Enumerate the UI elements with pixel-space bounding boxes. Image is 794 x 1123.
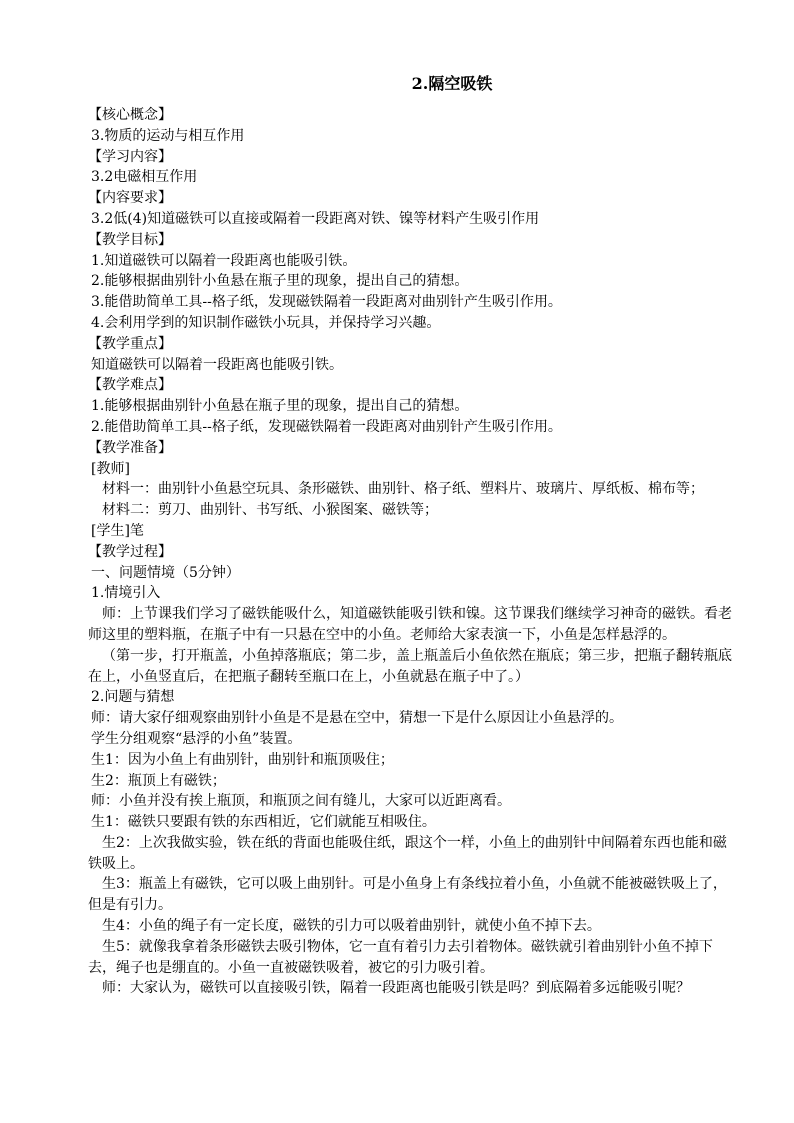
paragraph: 学生分组观察“悬浮的小鱼”装置。 [91,730,302,747]
paragraph: 师：大家认为，磁铁可以直接吸引铁，隔着一段距离也能吸引铁是吗？到底隔着多远能吸引呢？ [102,980,690,997]
paragraph: 3.物质的运动与相互作用 [91,127,245,144]
paragraph: 师：请大家仔细观察曲别针小鱼是不是悬在空中，猜想一下是什么原因让小鱼悬浮的。 [91,710,623,727]
paragraph: 材料二：剪刀、曲别针、书写纸、小猴图案、磁铁等； [102,502,438,519]
paragraph: 2.问题与猜想 [91,689,175,706]
paragraph: 生3：瓶盖上有磁铁，它可以吸上曲别针。可是小鱼身上有条线拉着小鱼，小鱼就不能被磁铁吸上了，但是有引力。 [88,876,727,914]
document-title: 2.隔空吸铁 [411,74,493,93]
list-item: 2.能借助简单工具--格子纸，发现磁铁隔着一段距离对曲别针产生吸引作用。 [91,418,562,435]
list-item: 1.能够根据曲别针小鱼悬在瓶子里的现象，提出自己的猜想。 [91,398,469,415]
paragraph: [学生]笔 [91,522,144,539]
section-heading-teaching-process: 【教学过程】 [88,543,172,560]
paragraph: 生1：磁铁只要跟有铁的东西相近，它们就能互相吸住。 [91,814,436,831]
list-item: 2.能够根据曲别针小鱼悬在瓶子里的现象，提出自己的猜想。 [91,273,469,290]
paragraph: 材料一：曲别针小鱼悬空玩具、条形磁铁、曲别针、格子纸、塑料片、玻璃片、厚纸板、棉布等； [102,481,704,498]
paragraph: 一、问题情境（5分钟） [91,564,240,581]
paragraph: 师：上节课我们学习了磁铁能吸什么，知道磁铁能吸引铁和镍。这节课我们继续学习神奇的磁铁。看老师这里的塑料瓶，在瓶子中有一只悬在空中的小鱼。老师给大家表演一下，小鱼是怎样悬浮的。 [88,606,732,643]
paragraph: 生2：瓶顶上有磁铁； [91,772,226,789]
paragraph: 生2：上次我做实验，铁在纸的背面也能吸住纸，跟这个一样，小鱼上的曲别针中间隔着东西也能和磁铁吸上。 [88,834,727,872]
list-item: 1.知道磁铁可以隔着一段距离也能吸引铁。 [91,252,357,269]
paragraph: 知道磁铁可以隔着一段距离也能吸引铁。 [91,356,343,373]
paragraph: 生5：就像我拿着条形磁铁去吸引物体，它一直有着引力去引着物体。磁铁就引着曲别针小鱼不掉下去，绳子也是绷直的。小鱼一直被磁铁吸着，被它的引力吸引着。 [88,938,713,976]
paragraph: [教师] [91,460,130,477]
document-page [88,74,736,999]
paragraph: 1.情境引入 [91,585,161,602]
paragraph: 生4：小鱼的绳子有一定长度，磁铁的引力可以吸着曲别针，就使小鱼不掉下去。 [102,918,601,935]
list-item: 4.会利用学到的知识制作磁铁小玩具，并保持学习兴趣。 [91,314,441,331]
section-heading-content-requirement: 【内容要求】 [88,190,172,207]
section-heading-preparation: 【教学准备】 [88,439,172,456]
paragraph: 3.2低(4)知道磁铁可以直接或隔着一段距离对铁、镍等材料产生吸引作用 [91,210,540,227]
paragraph: 3.2电磁相互作用 [91,169,198,186]
paragraph: 师：小鱼并没有挨上瓶顶，和瓶顶之间有缝儿，大家可以近距离看。 [91,793,511,810]
list-item: 3.能借助简单工具--格子纸，发现磁铁隔着一段距离对曲别针产生吸引作用。 [91,294,562,311]
section-heading-teaching-goals: 【教学目标】 [88,231,172,248]
paragraph: （第一步，打开瓶盖，小鱼掉落瓶底；第二步，盖上瓶盖后小鱼依然在瓶底；第三步，把瓶子翻转瓶底在上，小鱼竖直后，在把瓶子翻转至瓶口在上，小鱼就悬在瓶子中了。） [88,647,732,685]
section-heading-core-concept: 【核心概念】 [88,107,172,123]
section-heading-learning-content: 【学习内容】 [88,148,172,165]
section-heading-difficulties: 【教学难点】 [88,377,172,394]
paragraph: 生1：因为小鱼上有曲别针，曲别针和瓶顶吸住； [91,751,394,768]
section-heading-key-points: 【教学重点】 [88,335,172,352]
